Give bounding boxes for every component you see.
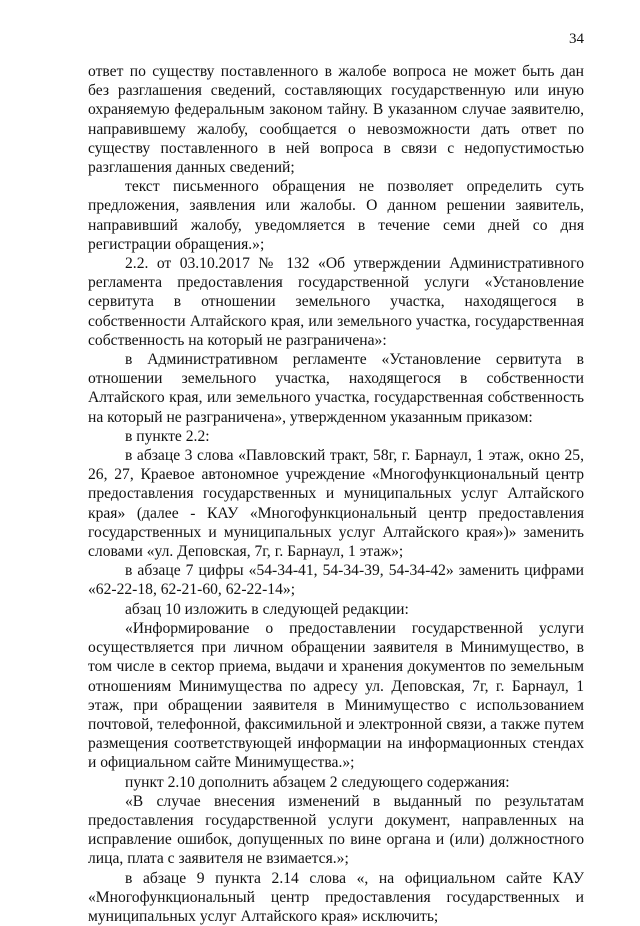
- document-body: [88, 62, 584, 926]
- paragraph: 2.2. от 03.10.2017 № 132 «Об утверждении Административного регламента предоставления государственной услуги «Установление сервитута в отношении земельного участка, находящегося в собственности Алтайского края, или земельного участка, государственная собственность на который не разграничена»:: [88, 255, 584, 349]
- paragraph: в абзаце 3 слова «Павловский тракт, 58г, г. Барнаул, 1 этаж, окно 25, 26, 27, Краевое автономное учреждение «Многофункциональный центр предоставления государственных и муниципальных услуг Алтайского края» (далее - КАУ «Многофункциональный центр предоставления государственных и муниципальных услуг Алтайского края»)» заменить словами «ул. Деповская, 7г, г. Барнаул, 1 этаж»;: [88, 447, 584, 561]
- paragraph: текст письменного обращения не позволяет определить суть предложения, заявления или жалобы. О данном решении заявитель, направивший жалобу, уведомляется в течение семи дней со дня регистрации обращения.»;: [88, 178, 584, 253]
- paragraph: в Административном регламенте «Установление сервитута в отношении земельного участка, находящегося в собственности Алтайского края, или земельного участка, государственная собственность на который не разграничена», утвержденном указанным приказом:: [88, 351, 584, 426]
- paragraph: «Информирование о предоставлении государственной услуги осуществляется при личном обращении заявителя в Минимущество, в том числе в сектор приема, выдачи и хранения документов по земельным отношениям Минимущества по адресу ул. Деповская, 7г, г. Барнаул, 1 этаж, при обращении заявителя в Минимущество с использованием почтовой, телефонной, факсимильной и электронной связи, а также путем размещения соответствующей информации на информационных стендах и официальном сайте Минимущества.»;: [88, 619, 584, 772]
- paragraph: ответ по существу поставленного в жалобе вопроса не может быть дан без разглашения сведений, составляющих государственную или иную охраняемую федеральным законом тайну. В указанном случае заявителю, направившему жалобу, сообщается о невозможности дать ответ по существу поставленного в ней вопроса в связи с недопустимостью разглашения данных сведений;: [88, 63, 584, 177]
- paragraph: пункт 2.10 дополнить абзацем 2 следующего содержания:: [125, 773, 510, 791]
- paragraph: в абзаце 7 цифры «54-34-41, 54-34-39, 54-34-42» заменить цифрами «62-22-18, 62-21-60, 62-22-14»;: [88, 562, 584, 599]
- paragraph: абзац 10 изложить в следующей редакции:: [125, 600, 409, 618]
- paragraph: «В случае внесения изменений в выданный по результатам предоставления государственной услуги документ, направленных на исправление ошибок, допущенных по вине органа и (или) должностного лица, плата с заявителя не взимается.»;: [88, 792, 584, 868]
- paragraph: в пункте 2.2:: [125, 427, 210, 445]
- page-number: 34: [569, 31, 584, 47]
- paragraph: в абзаце 9 пункта 2.14 слова «, на официальном сайте КАУ «Многофункциональный центр предоставления государственных и муниципальных услуг Алтайского края» исключить;: [88, 869, 584, 925]
